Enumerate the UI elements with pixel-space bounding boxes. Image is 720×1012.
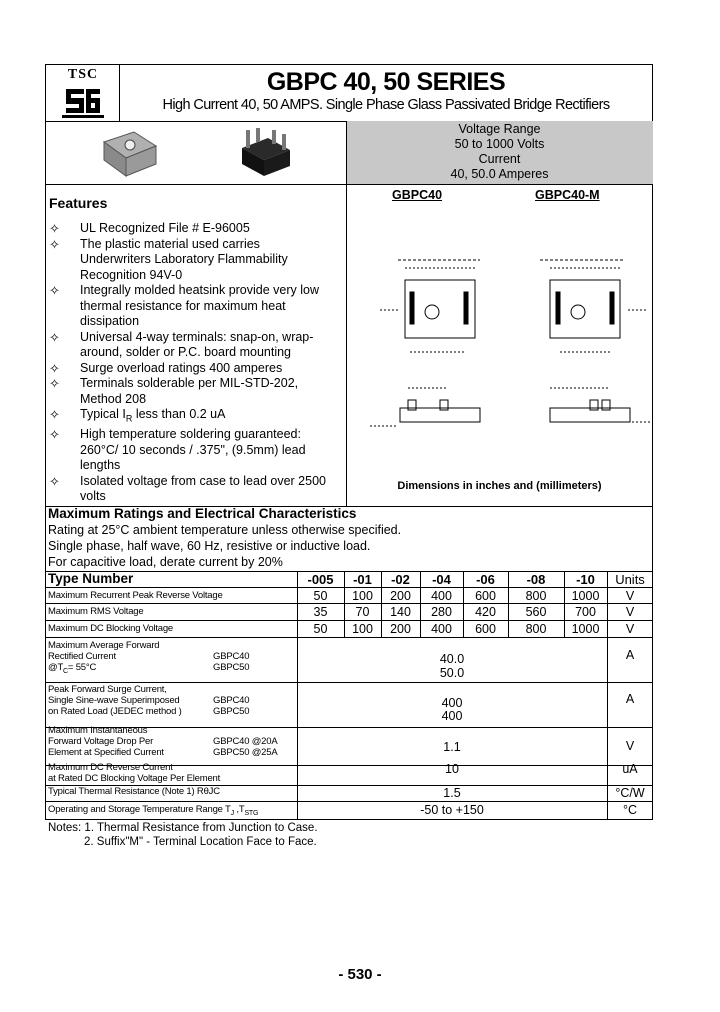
cell: 200 bbox=[390, 622, 411, 636]
product-photo-2 bbox=[232, 128, 296, 185]
cell: 1000 bbox=[571, 589, 600, 603]
cell: 100 bbox=[352, 589, 373, 603]
cell: 600 bbox=[475, 589, 496, 603]
table-header-line bbox=[45, 587, 653, 588]
range-box-bottom bbox=[45, 184, 653, 185]
ratings-line-1: Rating at 25°C ambient temperature unless otherwise specified. bbox=[48, 523, 402, 537]
product-photo-1 bbox=[96, 128, 160, 185]
package-label-gbpc40: GBPC40 bbox=[392, 188, 443, 202]
ratings-line-3: For capacitive load, derate current by 20% bbox=[48, 555, 283, 569]
page-number: - 530 - bbox=[338, 966, 382, 983]
cell: 560 bbox=[525, 605, 547, 619]
feature-item: ✧ High temperature soldering guaranteed: 260°C/ 10 seconds / .375", (9.5mm) lead lengths bbox=[49, 427, 306, 472]
cell: 800 bbox=[525, 622, 547, 636]
unit-cell: V bbox=[625, 589, 635, 603]
type-number-header: Type Number bbox=[48, 571, 134, 586]
current-label: Current bbox=[478, 152, 521, 166]
row-label-vdc: Maximum DC Blocking Voltage bbox=[48, 623, 174, 634]
cell: 400 bbox=[431, 622, 452, 636]
col-header: -06 bbox=[476, 572, 495, 587]
cell: 800 bbox=[525, 589, 547, 603]
cell: 420 bbox=[475, 605, 496, 619]
package-gbpc50-cond: GBPC50 @25A bbox=[213, 747, 278, 758]
value-gbpc50: 50.0 bbox=[439, 666, 465, 680]
row-line bbox=[45, 637, 653, 638]
value-gbpc40: 400 bbox=[441, 696, 463, 710]
col-header: -005 bbox=[307, 572, 334, 587]
package-outline-drawing bbox=[350, 240, 650, 440]
unit-cell: V bbox=[625, 739, 635, 753]
row-label-rth: Typical Thermal Resistance (Note 1) RθJC bbox=[48, 786, 220, 797]
row-label-ir: Maximum DC Reverse Current at Rated DC Blocking Voltage Per Element bbox=[48, 762, 221, 784]
row-line bbox=[45, 682, 653, 683]
package-gbpc50: GBPC50 bbox=[213, 706, 250, 717]
feature-item: ✧ Typical $I_R$ less than 0.2 uA bbox=[49, 407, 226, 424]
tsc-logo bbox=[52, 67, 114, 119]
row-label-vrms: Maximum RMS Voltage bbox=[48, 606, 144, 617]
package-gbpc40: GBPC40 bbox=[213, 695, 250, 706]
voltage-range-value: 50 to 1000 Volts bbox=[454, 137, 545, 151]
row-label-vf: Maximum Instantaneous Forward Voltage Drop Per Element at Specified Current bbox=[48, 725, 164, 758]
note-1: Notes: 1. Thermal Resistance from Junction to Case. bbox=[48, 822, 318, 834]
cell: 600 bbox=[475, 622, 496, 636]
col-header: -08 bbox=[526, 572, 546, 587]
cell: 280 bbox=[431, 605, 452, 619]
feature-item: ✧ Isolated voltage from case to lead over 2500 volts bbox=[49, 473, 326, 503]
row-label-iav: Maximum Average Forward Rectified Current $@T_C= 55^\circ C$ bbox=[48, 640, 160, 675]
value-tj: -50 to +150 bbox=[420, 803, 484, 817]
col-header: -02 bbox=[391, 572, 410, 587]
page-title: GBPC 40, 50 SERIES bbox=[266, 68, 506, 96]
unit-cell: V bbox=[625, 605, 635, 619]
value-rth: 1.5 bbox=[443, 786, 461, 800]
cell: 700 bbox=[575, 605, 596, 619]
col-header: -01 bbox=[353, 572, 372, 587]
package-gbpc50: GBPC50 bbox=[213, 662, 250, 673]
current-value: 40, 50.0 Amperes bbox=[450, 167, 549, 181]
feature-item: ✧ UL Recognized File # E-96005 bbox=[49, 221, 250, 236]
feature-item: ✧ Universal 4-way terminals: snap-on, wrap- around, solder or P.C. board mounting bbox=[49, 329, 314, 359]
package-gbpc40-cond: GBPC40 @20A bbox=[213, 736, 278, 747]
cell: 1000 bbox=[571, 622, 600, 636]
value-gbpc40: 40.0 bbox=[439, 652, 465, 666]
package-label-gbpc40m: GBPC40-M bbox=[535, 188, 600, 202]
value-vf: 1.1 bbox=[443, 740, 461, 754]
features-list bbox=[49, 221, 345, 505]
cell: 35 bbox=[313, 605, 328, 619]
logo-text: TSC bbox=[67, 67, 99, 82]
feature-item: ✧ Surge overload ratings 400 amperes bbox=[49, 360, 283, 376]
cell: 200 bbox=[390, 589, 411, 603]
cell: 70 bbox=[355, 605, 370, 619]
ratings-heading: Maximum Ratings and Electrical Characteristics bbox=[48, 506, 357, 521]
col-header: -10 bbox=[576, 572, 595, 587]
feature-item: ✧ Terminals solderable per MIL-STD-202, Method 208 bbox=[49, 376, 299, 406]
row-label-ifsm: Peak Forward Surge Current, Single Sine-wave Superimposed on Rated Load (JEDEC method ) bbox=[48, 684, 182, 717]
unit-cell: A bbox=[625, 648, 635, 662]
voltage-range-label: Voltage Range bbox=[458, 122, 541, 136]
unit-cell: °C/W bbox=[615, 786, 645, 800]
cell: 140 bbox=[390, 605, 411, 619]
features-heading: Features bbox=[49, 195, 108, 211]
row-line bbox=[45, 620, 653, 621]
feature-item: ✧ Integrally molded heatsink provide very low thermal resistance for maximum heat dissipation bbox=[49, 283, 320, 328]
units-header: Units bbox=[615, 572, 645, 587]
value-gbpc50: 400 bbox=[441, 709, 463, 723]
package-gbpc40: GBPC40 bbox=[213, 651, 250, 662]
col-header: -04 bbox=[432, 572, 451, 587]
row-line bbox=[45, 603, 653, 604]
unit-cell: °C bbox=[622, 803, 638, 817]
cell: 50 bbox=[313, 622, 328, 636]
logo-mark-icon bbox=[52, 83, 114, 119]
note-2: 2. Suffix"M" - Terminal Location Face to Face. bbox=[84, 836, 317, 848]
unit-cell: A bbox=[625, 692, 635, 706]
ratings-line-2: Single phase, half wave, 60 Hz, resistive or inductive load. bbox=[48, 539, 371, 553]
value-ir: 10 bbox=[445, 762, 459, 776]
unit-cell: uA bbox=[622, 762, 638, 776]
dimensions-caption: Dimensions in inches and (millimeters) bbox=[397, 480, 602, 492]
cell: 100 bbox=[352, 622, 373, 636]
unit-cell: V bbox=[625, 622, 635, 636]
row-label-vrrm: Maximum Recurrent Peak Reverse Voltage bbox=[48, 590, 223, 601]
row-label-tj: Operating and Storage Temperature Range $T_J$ $,T_{STG}$ bbox=[48, 804, 259, 817]
row-line bbox=[45, 801, 653, 802]
cell: 400 bbox=[431, 589, 452, 603]
feature-item: ✧ The plastic material used carries Underwriters Laboratory Flammability Recognition 94V-0 bbox=[49, 236, 288, 282]
page-subtitle: High Current 40, 50 AMPS. Single Phase Glass Passivated Bridge Rectifiers bbox=[162, 97, 610, 113]
cell: 50 bbox=[313, 589, 328, 603]
